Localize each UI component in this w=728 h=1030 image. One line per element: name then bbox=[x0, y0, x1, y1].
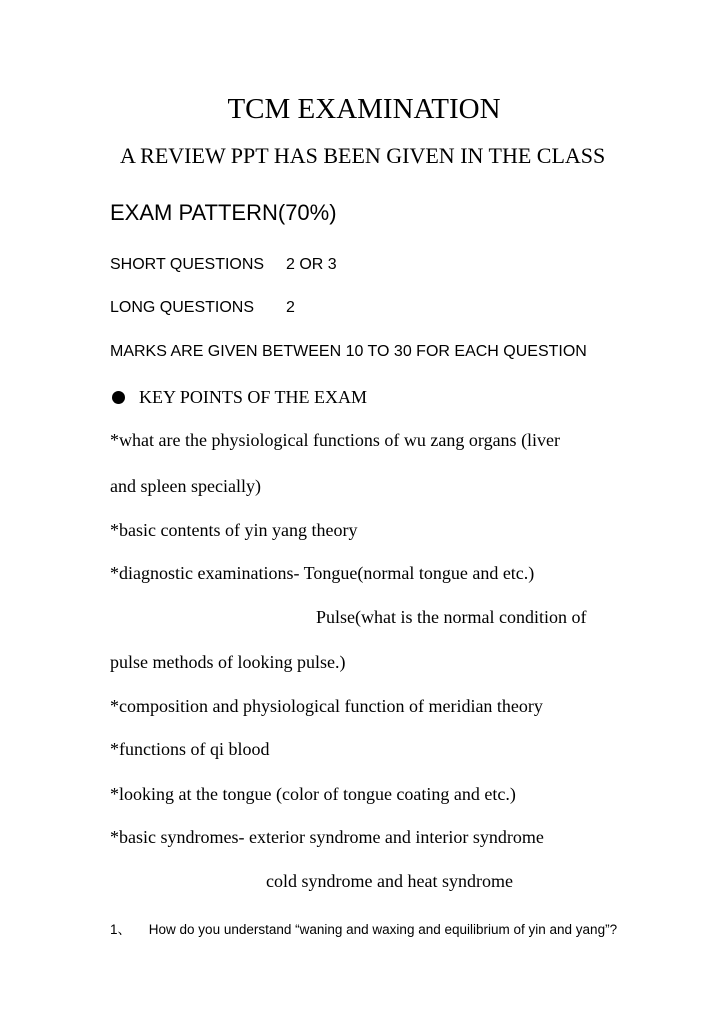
exam-pattern-heading: EXAM PATTERN(70%) bbox=[110, 200, 337, 225]
marks-note: MARKS ARE GIVEN BETWEEN 10 TO 30 FOR EACH QUESTION bbox=[110, 343, 587, 360]
key-point-line: pulse methods of looking pulse.) bbox=[110, 652, 346, 672]
page-subtitle: A REVIEW PPT HAS BEEN GIVEN IN THE CLASS bbox=[120, 143, 606, 168]
question-1 bbox=[110, 918, 617, 938]
key-points-heading: KEY POINTS OF THE EXAM bbox=[139, 387, 368, 407]
key-point-line: *basic syndromes- exterior syndrome and interior syndrome bbox=[110, 827, 544, 847]
short-questions-label: SHORT QUESTIONS bbox=[110, 256, 265, 273]
long-questions-label: LONG QUESTIONS bbox=[110, 299, 255, 316]
key-point-line: and spleen specially) bbox=[110, 476, 261, 496]
long-questions-value: 2 bbox=[286, 299, 295, 316]
bullet-icon bbox=[112, 391, 125, 404]
question-number: 1、 bbox=[110, 922, 132, 937]
key-point-line: *looking at the tongue (color of tongue coating and etc.) bbox=[110, 784, 516, 804]
page-title: TCM EXAMINATION bbox=[227, 93, 501, 125]
key-point-line: *what are the physiological functions of wu zang organs (liver bbox=[110, 430, 561, 450]
short-questions-value: 2 OR 3 bbox=[286, 256, 337, 273]
key-point-line: *composition and physiological function of meridian theory bbox=[110, 696, 543, 716]
key-point-line: *basic contents of yin yang theory bbox=[110, 520, 358, 540]
key-point-line: *functions of qi blood bbox=[110, 739, 270, 759]
key-point-line: Pulse(what is the normal condition of bbox=[316, 607, 587, 627]
key-point-line: *diagnostic examinations- Tongue(normal tongue and etc.) bbox=[110, 563, 535, 583]
key-point-line: cold syndrome and heat syndrome bbox=[266, 871, 513, 891]
question-text: How do you understand “waning and waxing and equilibrium of yin and yang”? bbox=[148, 922, 618, 937]
